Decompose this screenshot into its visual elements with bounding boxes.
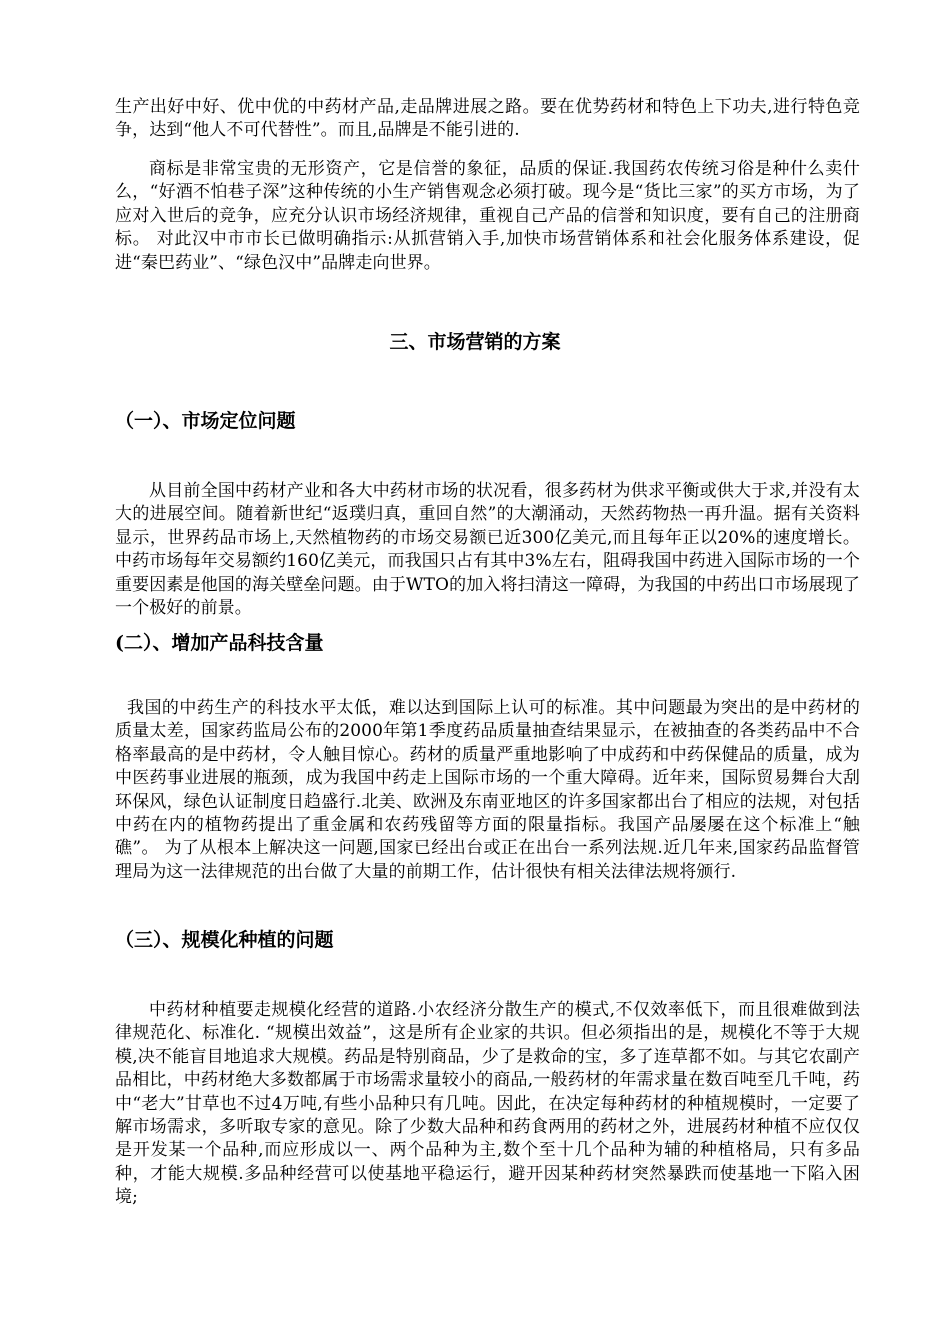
section-heading-marketing-plan: 三、市场营销的方案 bbox=[389, 331, 561, 353]
paragraph-scale-planting: 中药材种植要走规模化经营的道路.小农经济分散生产的模式,不仅效率低下，而且很难做到法律规范化、标准化. “规模出效益”，这是所有企业家的共识。但必须指出的是，规模化不等于大规模,决不能盲目地追求大规模。药品是特别商品，少了是救命的宝，多了连草都不如。与其它农副产品相比，中药材绝大多数都属于市场需求量较小的商品,一般药材的年需求量在数百吨至几千吨，药中“老大”甘草也不过4万吨,有些小品种只有几吨。因此，在决定每种药材的种植规模时，一定要了解市场需求，多听取专家的意见。除了少数大品种和药食两用的药材之外，进展药材种植不应仅仅是开发某一个品种,而应形成以一、两个品种为主,数个至十几个品种为辅的种植格局，只有多品种，才能大规模.多品种经营可以使基地平稳运行，避开因某种药材突然暴跌而使基地一下陷入困境; bbox=[115, 1000, 860, 1208]
paragraph-tech-content: 我国的中药生产的科技水平太低，难以达到国际上认可的标准。其中问题最为突出的是中药材的质量太差，国家药监局公布的2000年第1季度药品质量抽查结果显示，在被抽查的各类药品中不合格率最高的是中药材，令人触目惊心。药材的质量严重地影响了中成药和中药保健品的质量，成为中医药事业进展的瓶颈，成为我国中药走上国际市场的一个重大障碍。近年来，国际贸易舞台大刮环保风，绿色认证制度日趋盛行.北美、欧洲及东南亚地区的许多国家都出台了相应的法规，对包括中药在内的植物药提出了重金属和农药残留等方面的限量指标。我国产品屡屡在这个标准上“触礁”。 为了从根本上解决这一问题,国家已经出台或正在出台一系列法规.近几年来,国家药品监督管理局为这一法律规范的出台做了大量的前期工作，估计很快有相关法律法规将颁行. bbox=[115, 698, 860, 882]
paragraph-market-positioning: 从目前全国中药材产业和各大中药材市场的状况看，很多药材为供求平衡或供大于求,并没有太大的进展空间。随着新世纪“返璞归真，重回自然”的大潮涌动，天然药物热一再升温。据有关资料显示，世界药品市场上,天然植物药的市场交易额已近300亿美元,而且每年正以20%的速度增长。中药市场每年交易额约160亿美元，而我国只占有其中3%左右，阻碍我国中药进入国际市场的一个重要因素是他国的海关壁垒问题。由于WTO的加入将扫清这一障碍，为我国的中药出口市场展现了一个极好的前景。 bbox=[115, 481, 860, 619]
paragraph-brand-strategy: 生产出好中好、优中优的中药材产品,走品牌进展之路。要在优势药材和特色上下功夫,进行特色竞争，达到“他人不可代替性”。而且,品牌是不能引进的. bbox=[115, 97, 860, 141]
subheading-scale-planting: （三）、规模化种植的问题 bbox=[115, 929, 334, 951]
subheading-market-positioning: （一）、市场定位问题 bbox=[115, 410, 296, 432]
subheading-tech-content: (二）、增加产品科技含量 bbox=[115, 632, 324, 654]
paragraph-trademark: 商标是非常宝贵的无形资产，它是信誉的象征，品质的保证.我国药农传统习俗是种什么卖什么，“好酒不怕巷子深”这种传统的小生产销售观念必须打破。现今是“货比三家”的买方市场，为了应对入世后的竞争，应充分认识市场经济规律，重视自己产品的信誉和知识度，要有自己的注册商标。 对此汉中市市长已做明确指示:从抓营销入手,加快市场营销体系和社会化服务体系建设，促进“秦巴药业”、“绿色汉中”品牌走向世界。 bbox=[115, 159, 860, 273]
